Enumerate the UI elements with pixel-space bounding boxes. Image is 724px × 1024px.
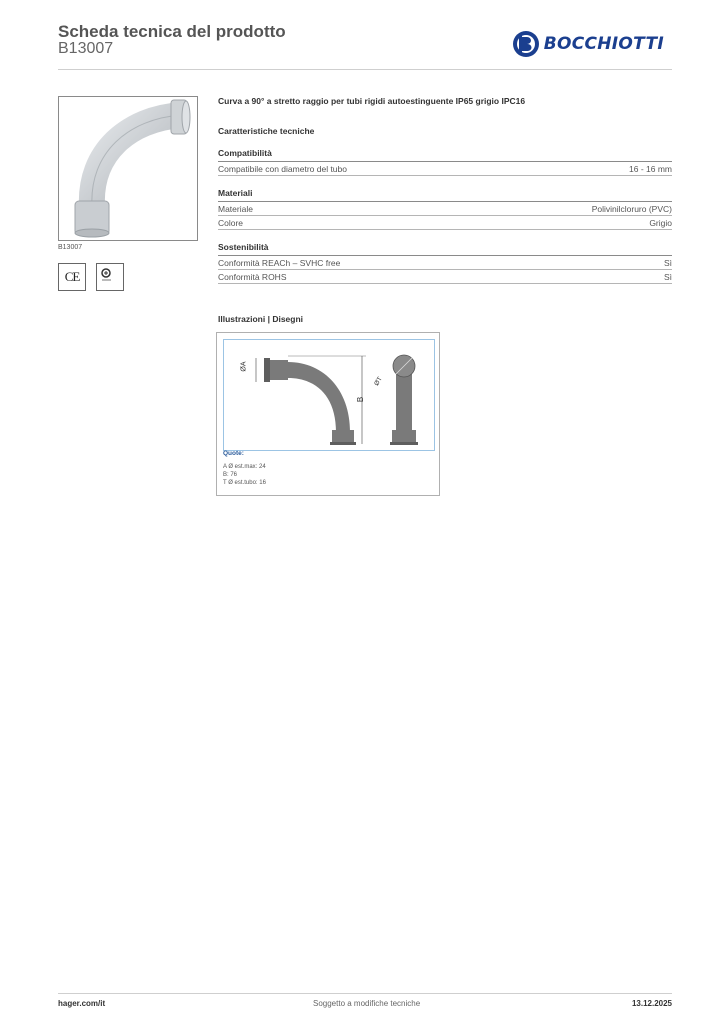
illustrations-title: Illustrazioni | Disegni <box>218 314 304 324</box>
product-code: B13007 <box>58 40 114 57</box>
elbow-photo-icon <box>59 97 197 240</box>
spec-group-materials <box>218 188 672 230</box>
elbow-drawing-icon <box>224 340 434 450</box>
page-footer <box>58 993 672 1023</box>
dim-t-label: ØT <box>373 375 384 388</box>
spec-value: Grigio <box>649 218 672 228</box>
brand-name: BOCCHIOTTI <box>543 34 664 54</box>
page-title: Scheda tecnica del prodotto <box>58 22 286 41</box>
spec-group-title: Materiali <box>218 188 672 202</box>
footer-note: Soggetto a modifiche tecniche <box>313 999 421 1008</box>
imq-mark <box>96 263 124 291</box>
spec-label: Materiale <box>218 204 253 214</box>
quote-line: B: 76 <box>223 472 238 478</box>
photo-caption: B13007 <box>58 244 83 251</box>
spec-value: Sì <box>663 272 672 282</box>
brand-logo <box>512 29 664 59</box>
drawing-frame <box>223 339 435 451</box>
page-header <box>58 22 672 70</box>
product-photo <box>58 96 198 241</box>
section-title-specs: Caratteristiche tecniche <box>218 126 315 136</box>
dim-a-label: ØA <box>240 361 248 372</box>
website-link[interactable]: hager.com/it <box>58 999 106 1008</box>
spec-group-sustainability <box>218 242 672 284</box>
ce-mark <box>58 263 86 291</box>
spec-label: Conformità REACh – SVHC free <box>218 258 341 268</box>
spec-row <box>218 216 672 230</box>
imq-certification-icon <box>97 264 123 290</box>
spec-label: Colore <box>218 218 244 228</box>
spec-row <box>218 162 672 176</box>
quote-line: A Ø est.max: 24 <box>223 464 266 470</box>
spec-group-compatibility <box>218 148 672 176</box>
spec-value: Polivinilcloruro (PVC) <box>591 204 672 214</box>
spec-panel <box>218 96 672 284</box>
spec-row <box>218 256 672 270</box>
dim-b-label: B <box>356 396 366 403</box>
spec-group-title: Compatibilità <box>218 148 672 162</box>
ce-mark-text: CE <box>64 269 80 284</box>
technical-drawing <box>216 332 440 496</box>
spec-group-title: Sostenibilità <box>218 242 672 256</box>
product-description: Curva a 90° a stretto raggio per tubi rigidi autoestinguente IP65 grigio IPC16 <box>218 96 526 106</box>
spec-label: Conformità ROHS <box>218 272 287 282</box>
quote-line: T Ø est.tubo: 16 <box>223 480 266 486</box>
spec-value: Sì <box>663 258 672 268</box>
quote-label: Quote: <box>223 450 244 457</box>
spec-value: 16 - 16 mm <box>629 164 672 174</box>
spec-row <box>218 202 672 216</box>
spec-row <box>218 270 672 284</box>
bocchiotti-logo-icon <box>512 30 540 58</box>
spec-label: Compatibile con diametro del tubo <box>218 164 347 174</box>
footer-date: 13.12.2025 <box>631 999 672 1008</box>
